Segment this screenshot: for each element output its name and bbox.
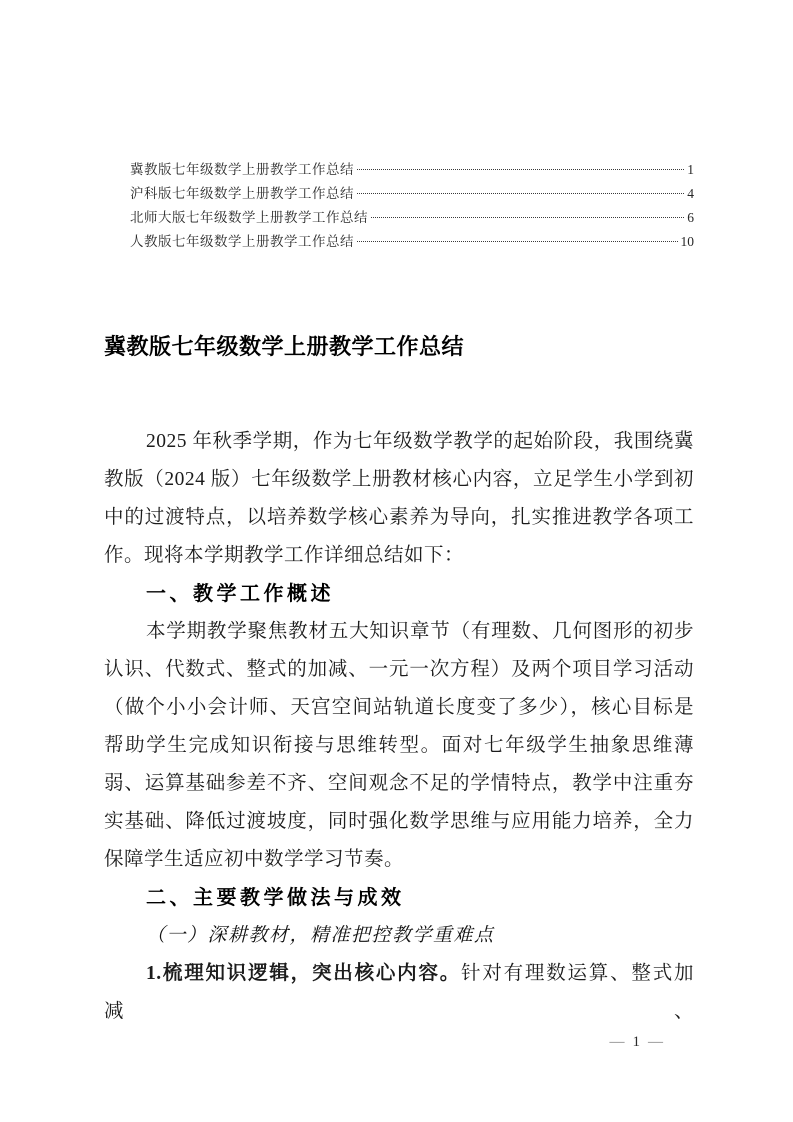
section-heading-1: 一、教学工作概述 bbox=[146, 583, 334, 605]
toc-dots-leader bbox=[371, 217, 684, 218]
paragraph-point-1 bbox=[104, 955, 694, 1031]
toc-page-number: 4 bbox=[687, 186, 694, 201]
point-1-rest: 针对有理数运算、整式加减、 bbox=[104, 963, 694, 1022]
point-1-lead: 1.梳理知识逻辑，突出核心内容。 bbox=[146, 963, 462, 984]
footer-right-dash: — bbox=[648, 1034, 664, 1050]
toc-entry-label: 人教版七年级数学上册教学工作总结 bbox=[130, 234, 354, 249]
toc-entry-label: 沪科版七年级数学上册教学工作总结 bbox=[130, 186, 354, 201]
table-of-contents bbox=[104, 158, 694, 254]
toc-dots-leader bbox=[357, 169, 684, 170]
document-body bbox=[104, 423, 694, 1031]
toc-dots-leader bbox=[357, 241, 678, 242]
toc-entry[interactable] bbox=[130, 206, 694, 230]
subsection-heading-2-1: （一）深耕教材，精准把控教学重难点 bbox=[146, 925, 495, 946]
paragraph-intro: 2025 年秋季学期，作为七年级数学教学的起始阶段，我围绕冀教版（2024 版）七年级数学上册教材核心内容，立足学生小学到初中的过渡特点，以培养数学核心素养为导向，扎实推进教学各项工作。现将本学期教学工作详细总结如下： bbox=[104, 431, 694, 566]
toc-page-number: 6 bbox=[687, 210, 694, 225]
toc-page-number: 1 bbox=[687, 162, 694, 177]
toc-entry-label: 冀教版七年级数学上册教学工作总结 bbox=[130, 162, 354, 177]
footer-page-number: 1 bbox=[632, 1034, 641, 1050]
toc-entry[interactable] bbox=[130, 182, 694, 206]
section-heading-2: 二、主要教学做法与成效 bbox=[146, 887, 405, 909]
page-number-footer bbox=[603, 1031, 672, 1053]
toc-page-number: 10 bbox=[680, 234, 694, 249]
page-title: 冀教版七年级数学上册教学工作总结 bbox=[104, 334, 465, 359]
toc-dots-leader bbox=[357, 193, 684, 194]
document-page bbox=[104, 158, 694, 1031]
footer-left-dash: — bbox=[609, 1034, 626, 1050]
toc-entry-label: 北师大版七年级数学上册教学工作总结 bbox=[130, 210, 368, 225]
toc-entry[interactable] bbox=[130, 230, 694, 254]
paragraph-overview: 本学期教学聚焦教材五大知识章节（有理数、几何图形的初步认识、代数式、整式的加减、一元一次方程）及两个项目学习活动（做个小小会计师、天宫空间站轨道长度变了多少），核心目标是帮助学生完成知识衔接与思维转型。面对七年级学生抽象思维薄弱、运算基础参差不齐、空间观念不足的学情特点，教学中注重夯实基础、降低过渡坡度，同时强化数学思维与应用能力培养，全力保障学生适应初中数学学习节奏。 bbox=[104, 621, 694, 870]
toc-entry[interactable] bbox=[130, 158, 694, 182]
